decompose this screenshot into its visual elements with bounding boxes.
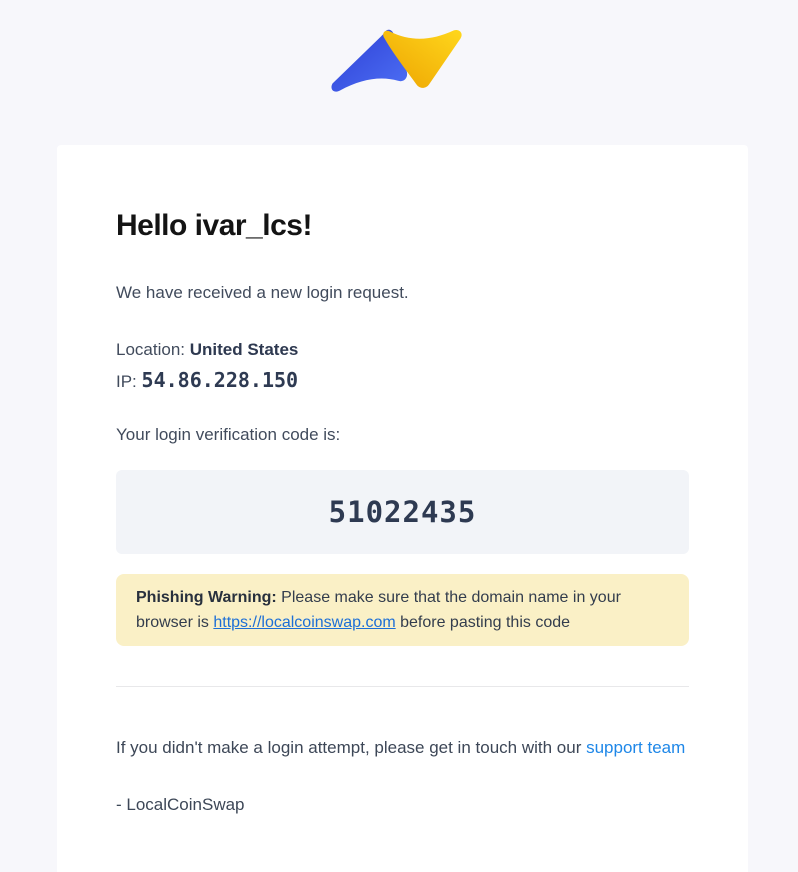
localcoinswap-domain-link[interactable]: https://localcoinswap.com: [213, 614, 396, 631]
location-line: [116, 335, 689, 365]
ip-line: [116, 365, 689, 397]
phishing-warning-box: [116, 574, 689, 646]
verification-code-box: [116, 470, 689, 554]
signature: - LocalCoinSwap: [116, 795, 245, 814]
footer-text: [116, 733, 689, 763]
login-meta: [116, 335, 689, 397]
intro-text: We have received a new login request.: [116, 283, 409, 302]
greeting-heading: Hello ivar_lcs!: [116, 209, 312, 242]
support-team-link[interactable]: support team: [586, 738, 686, 757]
email-card: [57, 145, 748, 872]
location-label: Location:: [116, 340, 185, 359]
logo-header: [0, 0, 798, 145]
location-value: United States: [189, 340, 299, 359]
footer-text-before: If you didn't make a login attempt, please get in touch with our: [116, 738, 587, 757]
phishing-warning-label: Phishing Warning:: [136, 589, 277, 606]
code-label: Your login verification code is:: [116, 425, 341, 444]
ip-label: IP:: [116, 372, 137, 391]
localcoinswap-logo-icon: [329, 27, 469, 103]
phishing-warning-text-after: before pasting this code: [395, 614, 571, 631]
phishing-warning-text-before: Please make sure that the domain name in your browser is: [136, 589, 621, 631]
verification-code: 51022435: [328, 495, 477, 529]
divider: [116, 686, 689, 687]
ip-value: 54.86.228.150: [141, 368, 299, 392]
